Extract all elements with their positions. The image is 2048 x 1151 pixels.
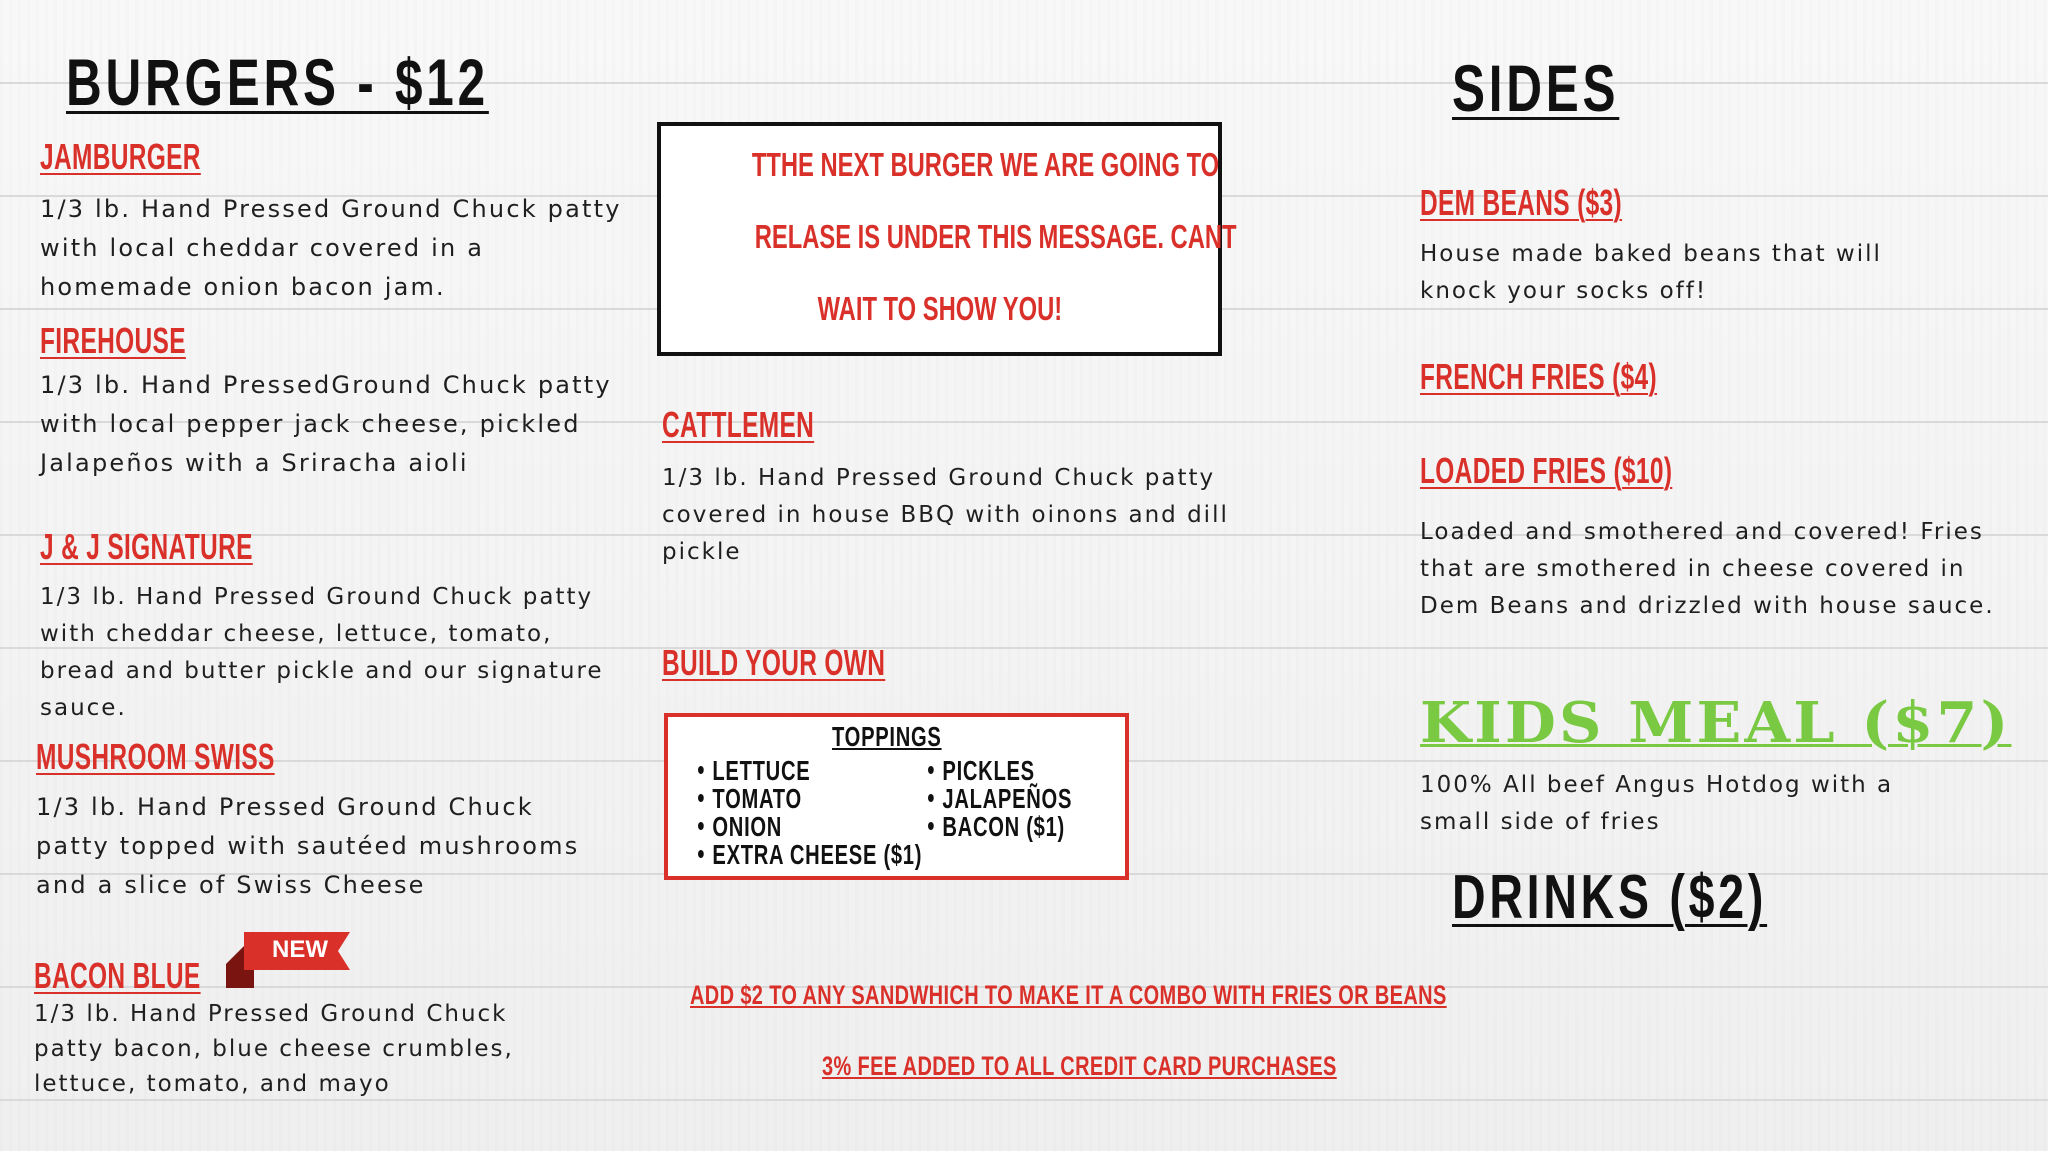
item-title-bacon-blue: BACON BLUE — [34, 955, 201, 996]
item-desc-mushroom-swiss: 1/3 lb. Hand Pressed Ground Chuck patty topped with sautéed mushrooms and a slice of Swiss Cheese — [36, 793, 580, 899]
bullet-icon — [928, 794, 934, 802]
topping-item: EXTRA CHEESE ($1) — [698, 839, 922, 871]
bullet-icon — [928, 822, 934, 830]
new-badge — [226, 930, 352, 990]
topping-item: ONION — [698, 811, 782, 843]
item-desc-firehouse: 1/3 lb. Hand PressedGround Chuck patty with local pepper jack cheese, pickled Jalapeños with a Sriracha aioli — [40, 371, 612, 477]
new-badge-label: NEW — [272, 936, 328, 963]
side-title-dem-beans: DEM BEANS ($3) — [1420, 182, 1622, 223]
side-desc-loaded-fries: Loaded and smothered and covered! Fries that are smothered in cheese covered in Dem Beans and drizzled with house sauce. — [1420, 519, 1995, 619]
side-title-french-fries: FRENCH FRIES ($4) — [1420, 356, 1658, 397]
bullet-icon — [698, 822, 704, 830]
bullet-icon — [698, 794, 704, 802]
bullet-icon — [928, 766, 934, 774]
item-desc-jj-signature: 1/3 lb. Hand Pressed Ground Chuck patty with cheddar cheese, lettuce, tomato, bread and butter pickle and our signature sauce. — [40, 584, 604, 721]
topping-item: TOMATO — [698, 783, 802, 815]
side-title-loaded-fries: LOADED FRIES ($10) — [1420, 450, 1673, 491]
build-your-own-title: BUILD YOUR OWN — [662, 642, 886, 683]
kids-meal-desc: 100% All beef Angus Hotdog with a small side of fries — [1420, 772, 1894, 835]
combo-note: ADD $2 TO ANY SANDWHICH TO MAKE IT A COMBO WITH FRIES OR BEANS — [690, 980, 1447, 1010]
topping-item: PICKLES — [928, 755, 1035, 787]
kids-meal-title: KIDS MEAL ($7) — [1420, 690, 2012, 756]
bullet-icon — [698, 766, 704, 774]
sides-heading: SIDES — [1452, 51, 1620, 125]
burgers-heading: BURGERS - $12 — [66, 45, 489, 119]
topping-item: JALAPEÑOS — [928, 783, 1072, 815]
notice-line-1: TTHE NEXT BURGER WE ARE GOING TO — [751, 146, 1220, 183]
item-title-mushroom-swiss: MUSHROOM SWISS — [36, 736, 275, 777]
item-title-jj-signature: J & J SIGNATURE — [40, 526, 253, 567]
toppings-title: TOPPINGS — [832, 721, 942, 752]
item-desc-bacon-blue: 1/3 lb. Hand Pressed Ground Chuck patty bacon, blue cheese crumbles, lettuce, tomato, and mayo — [34, 1001, 514, 1097]
notice-line-3: WAIT TO SHOW YOU! — [817, 290, 1062, 327]
item-title-cattlemen: CATTLEMEN — [662, 404, 815, 445]
item-desc-jamburger: 1/3 lb. Hand Pressed Ground Chuck patty with local cheddar covered in a homemade onion bacon jam. — [40, 195, 622, 301]
drinks-heading: DRINKS ($2) — [1452, 863, 1768, 932]
coming-soon-notice — [657, 122, 1237, 356]
toppings-box — [664, 713, 1129, 880]
item-title-firehouse: FIREHOUSE — [40, 320, 186, 361]
bullet-icon — [698, 850, 704, 858]
credit-card-fee-note: 3% FEE ADDED TO ALL CREDIT CARD PURCHASES — [822, 1051, 1337, 1081]
item-title-jamburger: JAMBURGER — [40, 136, 201, 177]
side-desc-dem-beans: House made baked beans that will knock your socks off! — [1420, 241, 1882, 304]
topping-item: BACON ($1) — [928, 811, 1065, 843]
notice-line-2: RELASE IS UNDER THIS MESSAGE. CANT — [754, 218, 1237, 255]
topping-item: LETTUCE — [698, 755, 810, 787]
item-desc-cattlemen: 1/3 lb. Hand Pressed Ground Chuck patty covered in house BBQ with oinons and dill pickle — [662, 465, 1229, 565]
